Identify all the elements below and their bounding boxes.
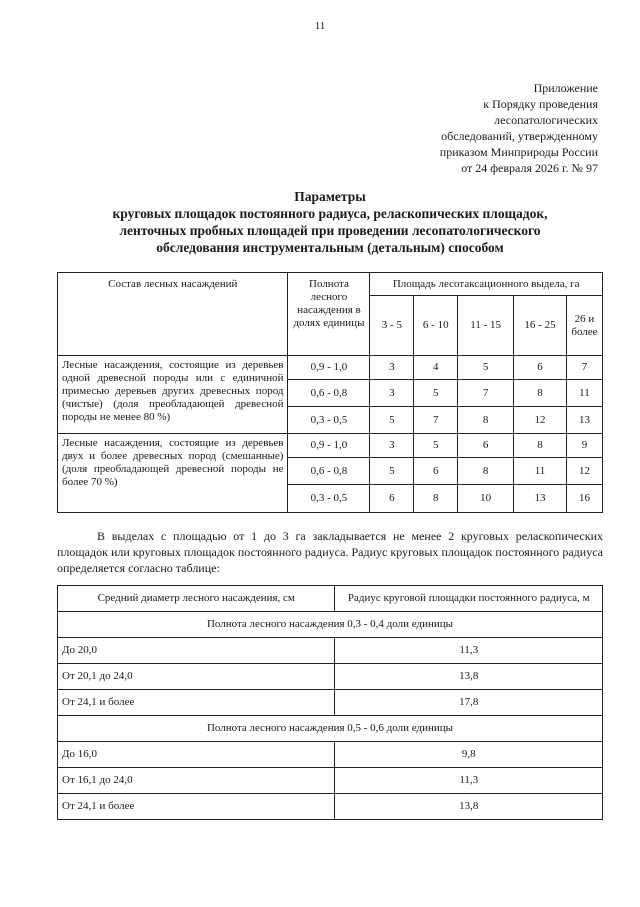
value-cell: 8 [458,407,514,434]
appendix-line: приказом Минприроды России [439,145,598,159]
diameter-cell: От 24,1 и более [58,794,335,820]
value-cell: 8 [514,380,567,407]
header-area: Площадь лесотаксационного выдела, га [370,273,603,296]
table-row [58,638,603,664]
radius-cell: 11,3 [335,638,603,664]
value-cell: 5 [414,380,458,407]
title-line: Параметры [294,189,366,204]
page-number: 11 [314,20,326,32]
value-cell: 10 [458,485,514,513]
title-line: ленточных пробных площадей при проведении лесопатологического [119,223,541,238]
value-cell: 8 [514,434,567,458]
value-cell: 4 [414,356,458,380]
value-cell: 9 [566,434,602,458]
density-cell: 0,9 - 1,0 [288,356,370,380]
value-cell: 8 [414,485,458,513]
value-cell: 7 [458,380,514,407]
value-cell: 3 [370,356,414,380]
table-row [58,768,603,794]
table-row [58,664,603,690]
header-diameter: Средний диаметр лесного насаждения, см [58,586,335,612]
header-radius: Радиус круговой площадки постоянного радиуса, м [335,586,603,612]
value-cell: 5 [414,434,458,458]
header-area-col: 16 - 25 [514,296,567,356]
value-cell: 16 [566,485,602,513]
table-row [58,690,603,716]
value-cell: 12 [514,407,567,434]
radius-table [57,585,603,820]
section-row [58,716,603,742]
value-cell: 3 [370,380,414,407]
header-density: Полнота лесного насаждения в долях единицы [288,273,370,356]
header-area-col: 3 - 5 [370,296,414,356]
document-title [40,188,620,256]
header-area-col: 11 - 15 [458,296,514,356]
diameter-cell: От 20,1 до 24,0 [58,664,335,690]
section-row [58,612,603,638]
value-cell: 7 [566,356,602,380]
title-line: обследования инструментальным (детальным) способом [156,240,504,255]
radius-cell: 13,8 [335,794,603,820]
radius-cell: 11,3 [335,768,603,794]
appendix-line: лесопатологических [494,113,598,127]
table-row [58,794,603,820]
table-row [58,434,603,458]
diameter-cell: До 16,0 [58,742,335,768]
density-cell: 0,3 - 0,5 [288,407,370,434]
value-cell: 13 [514,485,567,513]
appendix-line: от 24 февраля 2026 г. № 97 [461,161,598,175]
section-title: Полнота лесного насаждения 0,3 - 0,4 доли единицы [58,612,603,638]
body-paragraph: В выделах с площадью от 1 до 3 га закладывается не менее 2 круговых реласкопических площадок или круговых площадок постоянного радиуса. Радиус круговых площадок постоянного радиуса определяется согласно таблице: [57,529,603,575]
value-cell: 5 [370,407,414,434]
value-cell: 6 [414,458,458,485]
section-title: Полнота лесного насаждения 0,5 - 0,6 доли единицы [58,716,603,742]
table-row [58,356,603,380]
radius-cell: 13,8 [335,664,603,690]
value-cell: 6 [370,485,414,513]
value-cell: 7 [414,407,458,434]
density-cell: 0,9 - 1,0 [288,434,370,458]
diameter-cell: От 16,1 до 24,0 [58,768,335,794]
value-cell: 8 [458,458,514,485]
density-cell: 0,6 - 0,8 [288,458,370,485]
density-cell: 0,3 - 0,5 [288,485,370,513]
header-composition: Состав лесных насаждений [58,273,288,356]
header-area-col: 6 - 10 [414,296,458,356]
value-cell: 13 [566,407,602,434]
value-cell: 3 [370,434,414,458]
value-cell: 6 [458,434,514,458]
radius-cell: 17,8 [335,690,603,716]
composition-cell: Лесные насаждения, состоящие из деревьев двух и более древесных пород (смешанные) (доля преобладающей древесной породы не более 70 %) [58,434,288,513]
value-cell: 5 [370,458,414,485]
value-cell: 5 [458,356,514,380]
appendix-line: к Порядку проведения [483,97,598,111]
table-header-row [58,586,603,612]
value-cell: 12 [566,458,602,485]
parameters-table [57,272,603,513]
value-cell: 6 [514,356,567,380]
diameter-cell: От 24,1 и более [58,690,335,716]
value-cell: 11 [566,380,602,407]
density-cell: 0,6 - 0,8 [288,380,370,407]
appendix-line: Приложение [533,81,598,95]
appendix-line: обследований, утвержденному [441,129,598,143]
value-cell: 11 [514,458,567,485]
diameter-cell: До 20,0 [58,638,335,664]
header-area-col: 26 и более [566,296,602,356]
appendix-block [440,80,598,176]
title-line: круговых площадок постоянного радиуса, реласкопических площадок, [112,206,548,221]
radius-cell: 9,8 [335,742,603,768]
table-row [58,742,603,768]
composition-cell: Лесные насаждения, состоящие из деревьев одной древесной породы или с единичной примесью деревьев других древесных пород (чистые) (доля преобладающей древесной породы не менее 80 %) [58,356,288,434]
